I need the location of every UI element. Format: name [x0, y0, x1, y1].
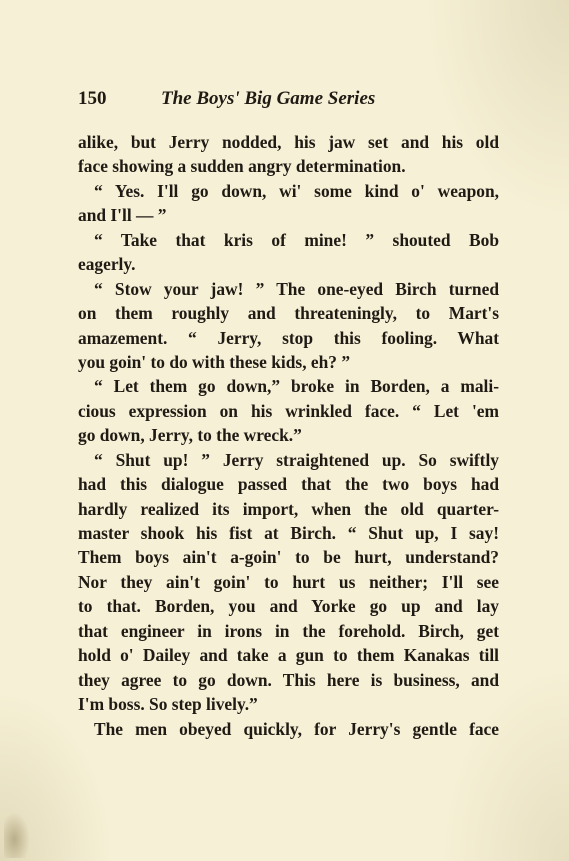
- text-line: you goin' to do with these kids, eh? ”: [78, 351, 351, 372]
- text-line: that engineer in irons in the forehold. Birch, get: [78, 620, 499, 641]
- text-line: go down, Jerry, to the wreck.”: [78, 425, 302, 446]
- text-line: The men obeyed quickly, for Jerry's gentle face: [94, 718, 499, 739]
- text-line: master shook his fist at Birch. “ Shut up, I say!: [78, 523, 499, 543]
- text-line: “ Let them go down,” broke in Borden, a mali-: [94, 376, 499, 397]
- page-number: 150: [78, 88, 107, 109]
- text-line: hold o' Dailey and take a gun to them Kanakas till: [78, 645, 499, 666]
- text-line: face showing a sudden angry determination.: [78, 156, 406, 177]
- text-line: Nor they ain't goin' to hurt us neither; I'll see: [78, 571, 499, 592]
- text-line: “ Stow your jaw! ” The one-eyed Birch turned: [94, 278, 499, 299]
- page-corner-stain: [4, 812, 30, 858]
- text-line: eagerly.: [78, 254, 136, 275]
- text-line: had this dialogue passed that the two boys had: [78, 474, 499, 495]
- text-line: and I'll — ”: [78, 205, 167, 226]
- running-title: The Boys' Big Game Series: [161, 88, 376, 109]
- body-text: [78, 130, 499, 741]
- text-line: Them boys ain't a-goin' to be hurt, understand?: [78, 547, 499, 568]
- text-line: amazement. “ Jerry, stop this fooling. What: [78, 327, 499, 348]
- text-line: hardly realized its import, when the old quarter-: [78, 498, 499, 519]
- text-line: “ Shut up! ” Jerry straightened up. So swiftly: [94, 449, 499, 470]
- text-line: “ Take that kris of mine! ” shouted Bob: [94, 229, 499, 250]
- text-line: I'm boss. So step lively.”: [78, 694, 258, 715]
- text-line: on them roughly and threateningly, to Mart's: [78, 303, 499, 324]
- text-line: to that. Borden, you and Yorke go up and lay: [78, 596, 499, 617]
- text-line: they agree to go down. This here is business, and: [78, 669, 499, 690]
- text-line: cious expression on his wrinkled face. “ Let 'em: [78, 400, 499, 421]
- text-line: alike, but Jerry nodded, his jaw set and his old: [78, 132, 499, 152]
- text-line: “ Yes. I'll go down, wi' some kind o' weapon,: [94, 180, 499, 201]
- page-header: [78, 88, 498, 114]
